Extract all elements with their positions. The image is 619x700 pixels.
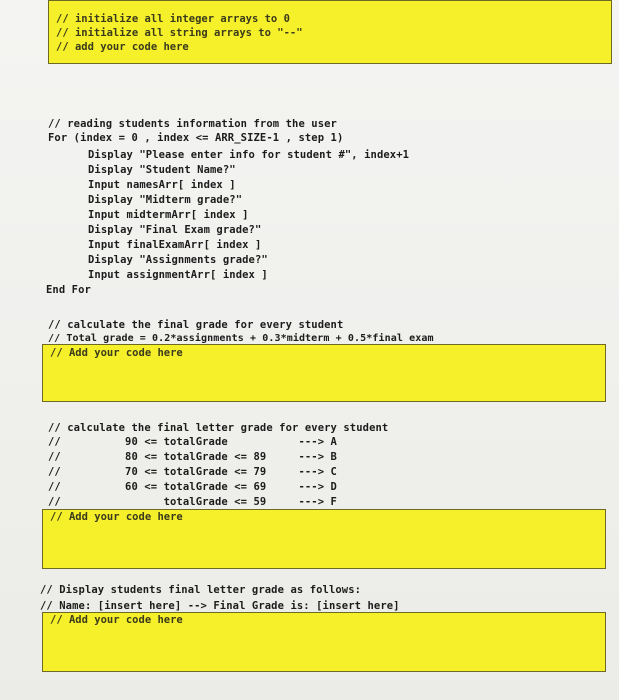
- top-box-line-2: // initialize all string arrays to "--": [56, 27, 303, 39]
- input-assignments: Input assignmentArr[ index ]: [88, 269, 268, 281]
- input-names: Input namesArr[ index ]: [88, 179, 236, 191]
- display-final-exam: Display "Final Exam grade?": [88, 224, 262, 236]
- total-grade-formula: // Total grade = 0.2*assignments + 0.3*midterm + 0.5*final exam: [48, 333, 434, 344]
- final-grade-box-label: // Add your code here: [50, 347, 183, 359]
- letter-grade-box-label: // Add your code here: [50, 511, 183, 523]
- top-box-line-1: // initialize all integer arrays to 0: [56, 13, 290, 25]
- final-grade-comment: // calculate the final grade for every student: [48, 319, 344, 331]
- grade-rule-a: // 90 <= totalGrade ---> A: [48, 436, 337, 448]
- grade-rule-f: // totalGrade <= 59 ---> F: [48, 496, 337, 508]
- reading-comment: // reading students information from the user: [48, 118, 337, 130]
- end-for: End For: [46, 284, 91, 296]
- letter-grade-comment: // calculate the final letter grade for every student: [48, 422, 389, 434]
- grade-rule-b: // 80 <= totalGrade <= 89 ---> B: [48, 451, 337, 463]
- display-midterm: Display "Midterm grade?": [88, 194, 243, 206]
- display-assignments: Display "Assignments grade?": [88, 254, 268, 266]
- display-box-label: // Add your code here: [50, 614, 183, 626]
- display-comment: // Display students final letter grade as follows:: [40, 584, 362, 596]
- input-final-exam: Input finalExamArr[ index ]: [88, 239, 262, 251]
- display-format: // Name: [insert here] --> Final Grade is: [insert here]: [40, 600, 400, 612]
- grade-rule-c: // 70 <= totalGrade <= 79 ---> C: [48, 466, 337, 478]
- grade-rule-d: // 60 <= totalGrade <= 69 ---> D: [48, 481, 337, 493]
- display-student-name: Display "Student Name?": [88, 164, 236, 176]
- top-box-line-3: // add your code here: [56, 41, 189, 53]
- input-midterm: Input midtermArr[ index ]: [88, 209, 249, 221]
- for-loop-header: For (index = 0 , index <= ARR_SIZE-1 , step 1): [48, 132, 344, 144]
- display-enter-info: Display "Please enter info for student #", index+1: [88, 149, 410, 161]
